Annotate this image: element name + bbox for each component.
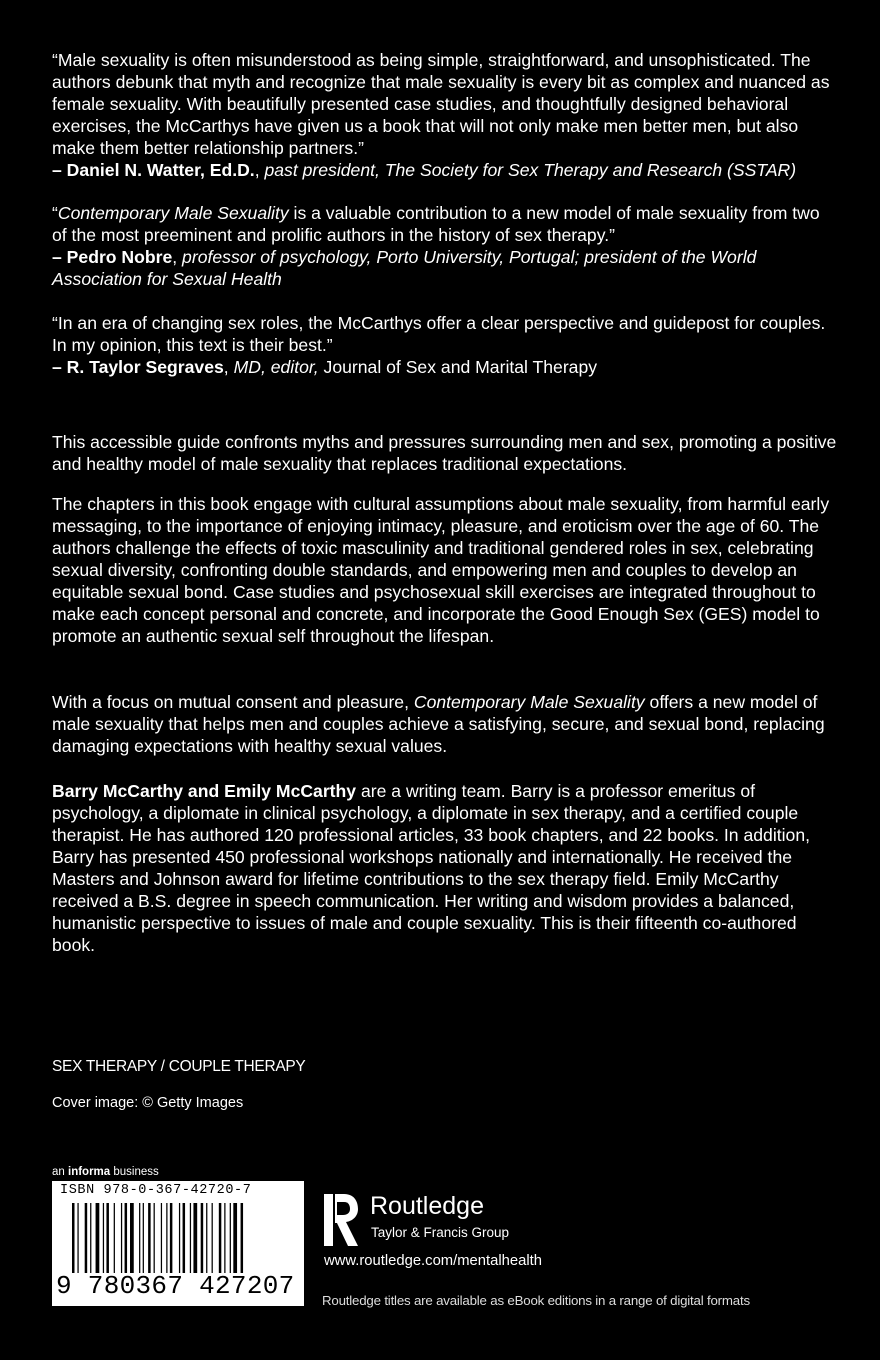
barcode-bar — [212, 1203, 213, 1273]
author-bio: Barry McCarthy and Emily McCarthy are a writing team. Barry is a professor emeritus of psychology, a diplomate in clinical psychology, a diplomate in sex therapy, and a certified couple therapist. He has authored 120 professional articles, 33 book chapters, and 22 books. In addition, Barry has presented 450 professional workshops nationally and internationally. He received the Masters and Johnson award for lifetime contributions to the sex therapy field. Emily McCarthy received a B.S. degree in speech communication. Her writing and wisdom provides a balanced, humanistic perspective to issues of male and couple sexuality. This is their fifteenth co-authored book. — [52, 781, 810, 955]
barcode-bar — [161, 1203, 162, 1273]
author-names: Barry McCarthy and Emily McCarthy — [52, 781, 357, 801]
barcode-bar — [72, 1203, 75, 1273]
quote-author: – Pedro Nobre — [52, 247, 173, 267]
barcode-bars — [72, 1203, 292, 1273]
quote-role: past president, The Society for Sex Therapy and Research (SSTAR) — [264, 160, 797, 180]
quote-attribution: – R. Taylor Segraves, MD, editor, Journal of Sex and Marital Therapy — [52, 357, 598, 377]
ean-digits: 9 780367 427207 — [56, 1271, 295, 1301]
ebook-note: Routledge titles are available as eBook editions in a range of digital formats — [322, 1293, 750, 1308]
barcode-bar — [206, 1203, 207, 1273]
barcode-bar — [77, 1203, 78, 1273]
cover-credit: Cover image: © Getty Images — [52, 1095, 244, 1111]
barcode-bar — [90, 1203, 91, 1273]
barcode-bar — [179, 1203, 180, 1273]
barcode-bar — [143, 1203, 144, 1273]
barcode-bar — [233, 1203, 237, 1273]
barcode-bar — [166, 1203, 167, 1273]
publisher-url[interactable]: www.routledge.com/mentalhealth — [324, 1253, 542, 1269]
barcode-bar — [121, 1203, 122, 1273]
informa-brand: informa — [68, 1166, 111, 1178]
quote-role: MD, editor, — [233, 357, 319, 377]
quote-text: “In an era of changing sex roles, the McCarthys offer a clear perspective and guidepost for couples. In my opinion, this text is their best.” — [52, 313, 826, 355]
informa-tagline: an informa business — [52, 1166, 159, 1178]
barcode-bar — [103, 1203, 104, 1273]
quote-segraves — [52, 312, 837, 378]
barcode-bar — [241, 1203, 244, 1273]
quote-text: “Contemporary Male Sexuality is a valuable contribution to a new model of male sexuality from two of the most preeminent and prolific authors in the history of sex therapy.” — [52, 203, 820, 245]
barcode-bar — [230, 1203, 231, 1273]
quote-nobre — [52, 202, 837, 290]
barcode-bar — [139, 1203, 140, 1273]
barcode-bar — [201, 1203, 204, 1273]
routledge-logo-icon — [322, 1192, 362, 1248]
barcode-bar — [224, 1203, 225, 1273]
subject-category: SEX THERAPY / COUPLE THERAPY — [52, 1058, 306, 1075]
barcode-bar — [125, 1203, 128, 1273]
barcode-bar — [130, 1203, 134, 1273]
barcode-bar — [106, 1203, 109, 1273]
barcode-bar — [219, 1203, 222, 1273]
barcode-bar — [190, 1203, 191, 1273]
description-chapters: The chapters in this book engage with cultural assumptions about male sexuality, from harmful early messaging, to the importance of enjoying intimacy, pleasure, and eroticism over the age of 60. The authors challenge the effects of toxic masculinity and traditional gendered roles in sex, celebrating sexual diversity, confronting double standards, and empowering men and couples to develop an equitable sexual bond. Case studies and psychosexual skill exercises are integrated throughout to make each concept personal and concrete, and incorporate the Good Enough Sex (GES) model to promote an authentic sexual self throughout the lifespan. — [52, 494, 830, 646]
isbn-barcode — [52, 1181, 304, 1306]
quote-author: – R. Taylor Segraves — [52, 357, 224, 377]
isbn-label: ISBN 978-0-367-42720-7 — [60, 1183, 252, 1198]
description-focus: With a focus on mutual consent and pleasure, Contemporary Male Sexuality offers a new model of male sexuality that helps men and couples achieve a satisfying, secure, and sexual bond, replacing damaging expectations with healthy sexual values. — [52, 692, 825, 756]
book-title: Contemporary Male Sexuality — [57, 203, 289, 223]
quote-attribution: – Pedro Nobre, professor of psychology, Porto University, Portugal; president of the World Association for Sexual Health — [52, 247, 757, 289]
journal-name: Journal of Sex and Marital Therapy — [323, 357, 598, 377]
quote-role: professor of psychology, Porto University, Portugal; president of the World Association for Sexual Health — [52, 247, 757, 289]
barcode-bar — [193, 1203, 197, 1273]
publisher-group: Taylor & Francis Group — [371, 1225, 510, 1240]
quote-watter — [52, 49, 837, 181]
barcode-bar — [148, 1203, 151, 1273]
quote-text: “Male sexuality is often misunderstood as being simple, straightforward, and unsophisticated. The authors debunk that myth and recognize that male sexuality is every bit as complex and nuanced as female sexuality. With beautifully presented case studies, and thoughtfully designed behavioral exercises, the McCarthys have given us a book that will not only make men better men, but also make them better relationship partners.” — [52, 50, 830, 158]
publisher-name: Routledge — [370, 1192, 484, 1220]
quote-author: – Daniel N. Watter, Ed.D. — [52, 160, 255, 180]
barcode-bar — [170, 1203, 173, 1273]
barcode-bar — [96, 1203, 100, 1273]
description-intro: This accessible guide confronts myths and pressures surrounding men and sex, promoting a positive and healthy model of male sexuality that replaces traditional expectations. — [52, 432, 837, 474]
barcode-bar — [85, 1203, 88, 1273]
barcode-bar — [154, 1203, 155, 1273]
quote-attribution: – Daniel N. Watter, Ed.D., past president, The Society for Sex Therapy and Research (SSTAR) — [52, 160, 797, 180]
barcode-bar — [183, 1203, 186, 1273]
book-title: Contemporary Male Sexuality — [413, 692, 645, 712]
barcode-bar — [114, 1203, 115, 1273]
